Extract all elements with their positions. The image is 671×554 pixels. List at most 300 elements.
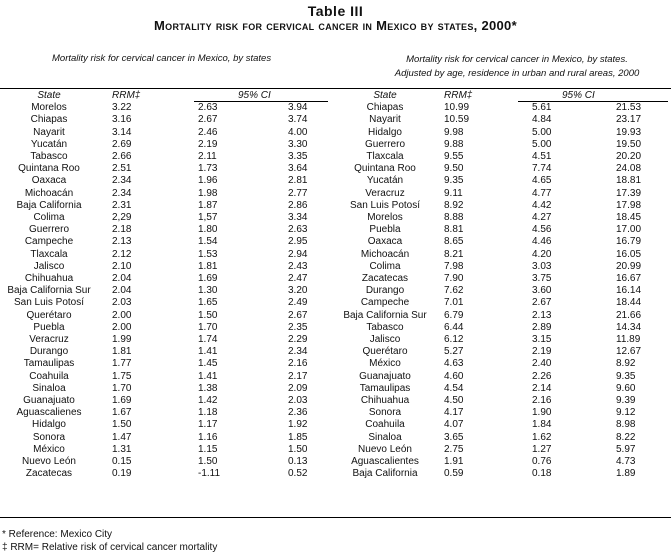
table-row	[0, 456, 330, 468]
ci-upper-cell: 2.29	[288, 334, 308, 346]
table-row	[0, 371, 330, 383]
table-row	[0, 273, 330, 285]
ci-lower-cell: 0.76	[532, 456, 552, 468]
state-cell: Campeche	[24, 236, 74, 248]
ci-lower-cell: 2.67	[532, 297, 552, 309]
ci-upper-cell: 9.12	[616, 407, 636, 419]
ci-upper-cell: 14.34	[616, 321, 642, 333]
rrm-cell: 10.59	[444, 114, 470, 126]
table-row	[0, 334, 330, 346]
rrm-cell: 1.50	[112, 419, 132, 431]
ci-upper-cell: 1.89	[616, 468, 636, 480]
state-cell: Baja California	[16, 199, 82, 211]
table-row	[0, 383, 330, 395]
ci-lower-cell: 4.84	[532, 114, 552, 126]
table-row	[330, 285, 668, 297]
ci-lower-cell: -1.11	[198, 468, 221, 480]
rrm-cell: 2.04	[112, 285, 132, 297]
ci-upper-cell: 0.52	[288, 468, 308, 480]
ci-lower-cell: 1.17	[198, 419, 218, 431]
left-rrm-header: RRM‡	[112, 90, 141, 101]
ci-lower-cell: 5.00	[532, 138, 552, 150]
ci-upper-cell: 4.73	[616, 456, 636, 468]
ci-lower-cell: 4.51	[532, 151, 552, 163]
rrm-cell: 2,29	[112, 212, 132, 224]
ci-upper-cell: 2.49	[288, 297, 308, 309]
ci-upper-cell: 16.67	[616, 273, 642, 285]
ci-upper-cell: 1.92	[288, 419, 308, 431]
state-cell: Tamaulipas	[23, 358, 75, 370]
table-row	[330, 310, 668, 322]
table-row	[330, 175, 668, 187]
rrm-cell: 4.60	[444, 370, 464, 382]
left-state-header: State	[37, 90, 61, 101]
state-cell: Campeche	[360, 297, 410, 309]
rrm-cell: 7.62	[444, 285, 464, 297]
table-row	[0, 346, 330, 358]
ci-upper-cell: 2.09	[288, 382, 308, 394]
right-subtitle-line2: Adjusted by age, residence in urban and rural areas, 2000	[394, 68, 640, 79]
ci-upper-cell: 23.17	[616, 114, 642, 126]
footer-rule	[0, 517, 671, 518]
ci-lower-cell: 1.80	[198, 224, 218, 236]
left-subtitle: Mortality risk for cervical cancer in Mexico, by states	[52, 53, 272, 64]
state-cell: Aguascalienes	[16, 407, 82, 419]
rrm-cell: 2.13	[112, 236, 132, 248]
table-row	[330, 395, 668, 407]
ci-lower-cell: 1.45	[198, 358, 218, 370]
ci-lower-cell: 1.98	[198, 187, 218, 199]
state-cell: Durango	[365, 285, 405, 297]
table-row	[330, 102, 668, 114]
state-cell: Morelos	[367, 212, 403, 224]
state-cell: Querétaro	[362, 346, 408, 358]
table-row	[0, 224, 330, 236]
ci-upper-cell: 1.85	[288, 431, 308, 443]
table-row	[330, 383, 668, 395]
ci-upper-cell: 2.86	[288, 199, 308, 211]
ci-lower-cell: 1.41	[198, 370, 218, 382]
state-cell: Nayarit	[33, 126, 65, 138]
right-subtitle-line1: Mortality risk for cervical cancer in Mexico, by states.	[406, 54, 628, 65]
ci-lower-cell: 1.62	[532, 431, 552, 443]
ci-lower-cell: 1.65	[198, 297, 218, 309]
table-row	[330, 200, 668, 212]
rrm-cell: 3.16	[112, 114, 132, 126]
ci-lower-cell: 3.15	[532, 334, 552, 346]
state-cell: Quintana Roo	[354, 163, 416, 175]
ci-upper-cell: 2.77	[288, 187, 308, 199]
state-cell: Nuevo León	[22, 456, 76, 468]
rrm-cell: 9.50	[444, 163, 464, 175]
rrm-cell: 2.34	[112, 175, 132, 187]
ci-lower-cell: 0.18	[532, 468, 552, 480]
ci-upper-cell: 1.50	[288, 443, 308, 455]
table-row	[330, 346, 668, 358]
state-cell: Tlaxcala	[366, 151, 404, 163]
ci-upper-cell: 17.39	[616, 187, 642, 199]
ci-lower-cell: 3.75	[532, 273, 552, 285]
rrm-cell: 1.75	[112, 370, 132, 382]
rrm-cell: 1.69	[112, 395, 132, 407]
ci-lower-cell: 4.20	[532, 248, 552, 260]
ci-upper-cell: 19.50	[616, 138, 642, 150]
state-cell: Guerrero	[364, 138, 405, 150]
rrm-cell: 10.99	[444, 102, 470, 114]
ci-lower-cell: 1.50	[198, 456, 218, 468]
table-row	[330, 236, 668, 248]
rrm-cell: 2.69	[112, 138, 132, 150]
state-cell: Sonora	[32, 431, 66, 443]
rrm-cell: 7.98	[444, 260, 464, 272]
rrm-cell: 2.12	[112, 248, 132, 260]
ci-lower-cell: 1.53	[198, 248, 218, 260]
table-row	[330, 419, 668, 431]
ci-upper-cell: 18.81	[616, 175, 642, 187]
table-row	[0, 395, 330, 407]
ci-upper-cell: 17.98	[616, 199, 642, 211]
rrm-cell: 1.91	[444, 456, 464, 468]
rrm-cell: 1.70	[112, 382, 132, 394]
state-cell: Veracruz	[29, 334, 69, 346]
state-cell: Querétaro	[26, 309, 72, 321]
ci-upper-cell: 18.45	[616, 212, 642, 224]
table-row	[330, 444, 668, 456]
ci-upper-cell: 2.03	[288, 395, 308, 407]
state-cell: Sinaloa	[32, 382, 66, 394]
table-title: Mortality risk for cervical cancer in Mexico by states, 2000*	[154, 18, 517, 33]
footnote-reference: * Reference: Mexico City	[2, 529, 113, 540]
left-table	[0, 90, 330, 481]
ci-lower-cell: 1.42	[198, 395, 218, 407]
rrm-cell: 2.34	[112, 187, 132, 199]
rrm-cell: 0.59	[444, 468, 464, 480]
rrm-cell: 4.54	[444, 382, 464, 394]
ci-lower-cell: 1.69	[198, 273, 218, 285]
state-cell: Jalisco	[369, 334, 401, 346]
rrm-cell: 2.04	[112, 273, 132, 285]
ci-lower-cell: 5.61	[532, 102, 552, 114]
table-row	[0, 468, 330, 480]
table-row	[0, 285, 330, 297]
ci-upper-cell: 2.63	[288, 224, 308, 236]
rrm-cell: 2.75	[444, 443, 464, 455]
table-row	[330, 371, 668, 383]
ci-upper-cell: 2.34	[288, 346, 308, 358]
ci-upper-cell: 3.74	[288, 114, 308, 126]
rrm-cell: 1.99	[112, 334, 132, 346]
state-cell: Hidalgo	[32, 419, 66, 431]
state-cell: Sonora	[368, 407, 402, 419]
state-cell: Durango	[29, 346, 69, 358]
state-cell: Guanajuato	[23, 395, 75, 407]
table-row	[330, 261, 668, 273]
state-cell: Chihuahua	[360, 395, 410, 407]
ci-upper-cell: 2.47	[288, 273, 308, 285]
rrm-cell: 6.44	[444, 321, 464, 333]
rrm-cell: 4.17	[444, 407, 464, 419]
table-row	[330, 468, 668, 480]
table-row	[0, 236, 330, 248]
rrm-cell: 7.90	[444, 273, 464, 285]
ci-lower-cell: 1.90	[532, 407, 552, 419]
table-row	[0, 200, 330, 212]
rrm-cell: 9.88	[444, 138, 464, 150]
rrm-cell: 1.81	[112, 346, 132, 358]
rrm-cell: 9.98	[444, 126, 464, 138]
table-row	[330, 432, 668, 444]
state-cell: México	[369, 358, 401, 370]
table-row	[330, 139, 668, 151]
state-cell: San Luis Potosí	[13, 297, 85, 309]
table-row	[0, 261, 330, 273]
state-cell: Tlaxcala	[30, 248, 68, 260]
ci-lower-cell: 1.15	[198, 443, 218, 455]
state-cell: Chihuahua	[24, 273, 74, 285]
table-row	[330, 224, 668, 236]
state-cell: Puebla	[369, 224, 401, 236]
ci-lower-cell: 2.40	[532, 358, 552, 370]
ci-lower-cell: 3.03	[532, 260, 552, 272]
state-cell: Veracruz	[365, 187, 405, 199]
ci-lower-cell: 1,57	[198, 212, 218, 224]
state-cell: México	[33, 443, 65, 455]
ci-upper-cell: 2.36	[288, 407, 308, 419]
left-ci-header: 95% CI	[238, 90, 271, 101]
ci-lower-cell: 2.63	[198, 102, 218, 114]
table-row	[330, 456, 668, 468]
ci-lower-cell: 4.65	[532, 175, 552, 187]
ci-lower-cell: 1.27	[532, 443, 552, 455]
ci-lower-cell: 2.26	[532, 370, 552, 382]
rrm-cell: 1.31	[112, 443, 132, 455]
state-cell: Yucatán	[366, 175, 404, 187]
state-cell: Aguascalientes	[351, 456, 419, 468]
ci-lower-cell: 1.41	[198, 346, 218, 358]
ci-upper-cell: 16.79	[616, 236, 642, 248]
right-subtitle	[392, 53, 642, 81]
right-table	[330, 90, 668, 481]
state-cell: Colima	[33, 212, 65, 224]
ci-lower-cell: 4.56	[532, 224, 552, 236]
table-row	[330, 322, 668, 334]
ci-upper-cell: 24.08	[616, 163, 642, 175]
table-row	[0, 102, 330, 114]
ci-upper-cell: 20.20	[616, 151, 642, 163]
ci-lower-cell: 3.60	[532, 285, 552, 297]
table-row	[330, 127, 668, 139]
ci-lower-cell: 1.96	[198, 175, 218, 187]
ci-lower-cell: 2.89	[532, 321, 552, 333]
table-row	[0, 212, 330, 224]
table-row	[0, 163, 330, 175]
ci-lower-cell: 1.16	[198, 431, 218, 443]
state-cell: Quintana Roo	[18, 163, 80, 175]
state-cell: Yucatán	[30, 138, 68, 150]
ci-lower-cell: 1.81	[198, 260, 218, 272]
table-row	[0, 127, 330, 139]
ci-lower-cell: 2.46	[198, 126, 218, 138]
ci-lower-cell: 1.87	[198, 199, 218, 211]
state-cell: Zacatecas	[25, 468, 73, 480]
ci-upper-cell: 2.16	[288, 358, 308, 370]
ci-lower-cell: 1.74	[198, 334, 218, 346]
state-cell: Sinaloa	[368, 431, 402, 443]
ci-upper-cell: 16.14	[616, 285, 642, 297]
ci-upper-cell: 2.94	[288, 248, 308, 260]
state-cell: Chiapas	[366, 102, 404, 114]
rrm-cell: 9.35	[444, 175, 464, 187]
rrm-cell: 0.19	[112, 468, 132, 480]
rrm-cell: 1.47	[112, 431, 132, 443]
ci-upper-cell: 18.44	[616, 297, 642, 309]
state-cell: Guerrero	[28, 224, 69, 236]
rrm-cell: 0.15	[112, 456, 132, 468]
rrm-cell: 5.27	[444, 346, 464, 358]
state-cell: Nuevo León	[358, 443, 412, 455]
ci-upper-cell: 9.60	[616, 382, 636, 394]
rrm-cell: 2.10	[112, 260, 132, 272]
rrm-cell: 2.31	[112, 199, 132, 211]
state-cell: Tamaulipas	[359, 382, 411, 394]
ci-upper-cell: 3.35	[288, 151, 308, 163]
ci-upper-cell: 11.89	[616, 334, 641, 346]
rrm-cell: 2.00	[112, 309, 132, 321]
rrm-cell: 8.92	[444, 199, 464, 211]
state-cell: Coahuila	[365, 419, 405, 431]
state-cell: Tabasco	[30, 151, 68, 163]
state-cell: Baja California Sur	[7, 285, 91, 297]
ci-lower-cell: 2.67	[198, 114, 218, 126]
ci-upper-cell: 3.94	[288, 102, 308, 114]
ci-lower-cell: 1.84	[532, 419, 552, 431]
ci-lower-cell: 2.14	[532, 382, 552, 394]
ci-upper-cell: 8.92	[616, 358, 636, 370]
state-cell: Colima	[369, 260, 401, 272]
rrm-cell: 8.88	[444, 212, 464, 224]
ci-lower-cell: 4.42	[532, 199, 552, 211]
table-row	[330, 334, 668, 346]
table-number: Table III	[307, 3, 364, 19]
table-row	[0, 310, 330, 322]
rrm-cell: 2.03	[112, 297, 132, 309]
ci-upper-cell: 16.05	[616, 248, 642, 260]
state-cell: Chiapas	[30, 114, 68, 126]
state-cell: Hidalgo	[368, 126, 402, 138]
ci-upper-cell: 21.53	[616, 102, 642, 114]
ci-upper-cell: 2.17	[288, 370, 308, 382]
rrm-cell: 2.66	[112, 151, 132, 163]
ci-upper-cell: 2.81	[288, 175, 308, 187]
table-row	[0, 297, 330, 309]
table-row	[330, 407, 668, 419]
state-cell: Oaxaca	[367, 236, 403, 248]
ci-upper-cell: 3.64	[288, 163, 308, 175]
right-ci-header: 95% CI	[562, 90, 595, 101]
rrm-cell: 2.18	[112, 224, 132, 236]
state-cell: Nayarit	[369, 114, 401, 126]
ci-upper-cell: 2.95	[288, 236, 308, 248]
state-cell: Michoacán	[24, 187, 74, 199]
table-row	[330, 212, 668, 224]
state-cell: Morelos	[31, 102, 67, 114]
ci-upper-cell: 3.20	[288, 285, 308, 297]
ci-upper-cell: 3.34	[288, 212, 308, 224]
ci-lower-cell: 2.11	[198, 151, 217, 163]
table-row	[0, 358, 330, 370]
table-row	[0, 175, 330, 187]
table-row	[0, 249, 330, 261]
rrm-cell: 2.51	[112, 163, 132, 175]
ci-lower-cell: 2.13	[532, 309, 552, 321]
ci-lower-cell: 4.46	[532, 236, 552, 248]
rrm-cell: 8.81	[444, 224, 464, 236]
rrm-cell: 1.77	[112, 358, 132, 370]
rrm-cell: 1.67	[112, 407, 132, 419]
ci-lower-cell: 1.38	[198, 382, 218, 394]
rrm-cell: 9.11	[444, 187, 463, 199]
table-row	[0, 114, 330, 126]
table-row	[330, 273, 668, 285]
rrm-cell: 3.22	[112, 102, 132, 114]
rrm-cell: 3.14	[112, 126, 132, 138]
table-row	[0, 432, 330, 444]
state-cell: Jalisco	[33, 260, 65, 272]
header-rule	[0, 88, 671, 89]
ci-lower-cell: 1.73	[198, 163, 218, 175]
table-row	[0, 419, 330, 431]
table-row	[330, 114, 668, 126]
table-row	[330, 163, 668, 175]
ci-upper-cell: 8.22	[616, 431, 636, 443]
state-cell: Oaxaca	[31, 175, 67, 187]
rrm-cell: 4.63	[444, 358, 464, 370]
state-cell: Michoacán	[360, 248, 410, 260]
table-row	[330, 358, 668, 370]
rrm-cell: 3.65	[444, 431, 464, 443]
ci-lower-cell: 1.18	[198, 407, 218, 419]
ci-upper-cell: 3.30	[288, 138, 308, 150]
ci-lower-cell: 2.16	[532, 395, 552, 407]
state-cell: Baja California	[352, 468, 418, 480]
ci-upper-cell: 2.67	[288, 309, 308, 321]
ci-lower-cell: 1.50	[198, 309, 218, 321]
ci-lower-cell: 1.30	[198, 285, 218, 297]
table-row	[330, 249, 668, 261]
ci-upper-cell: 9.39	[616, 395, 636, 407]
right-state-header: State	[373, 90, 397, 101]
rrm-cell: 4.07	[444, 419, 464, 431]
ci-upper-cell: 17.00	[616, 224, 642, 236]
table-row	[0, 188, 330, 200]
ci-upper-cell: 2.35	[288, 321, 308, 333]
state-cell: Puebla	[33, 321, 65, 333]
table-row	[330, 151, 668, 163]
ci-lower-cell: 1.70	[198, 321, 218, 333]
ci-lower-cell: 5.00	[532, 126, 552, 138]
ci-upper-cell: 12.67	[616, 346, 642, 358]
ci-upper-cell: 4.00	[288, 126, 308, 138]
table-row	[330, 188, 668, 200]
table-row	[0, 139, 330, 151]
ci-upper-cell: 20.99	[616, 260, 642, 272]
table-row	[0, 444, 330, 456]
ci-lower-cell: 7.74	[532, 163, 552, 175]
state-cell: Baja California Sur	[343, 309, 427, 321]
ci-lower-cell: 2.19	[198, 138, 218, 150]
state-cell: San Luis Potosí	[349, 199, 421, 211]
table-row	[0, 151, 330, 163]
